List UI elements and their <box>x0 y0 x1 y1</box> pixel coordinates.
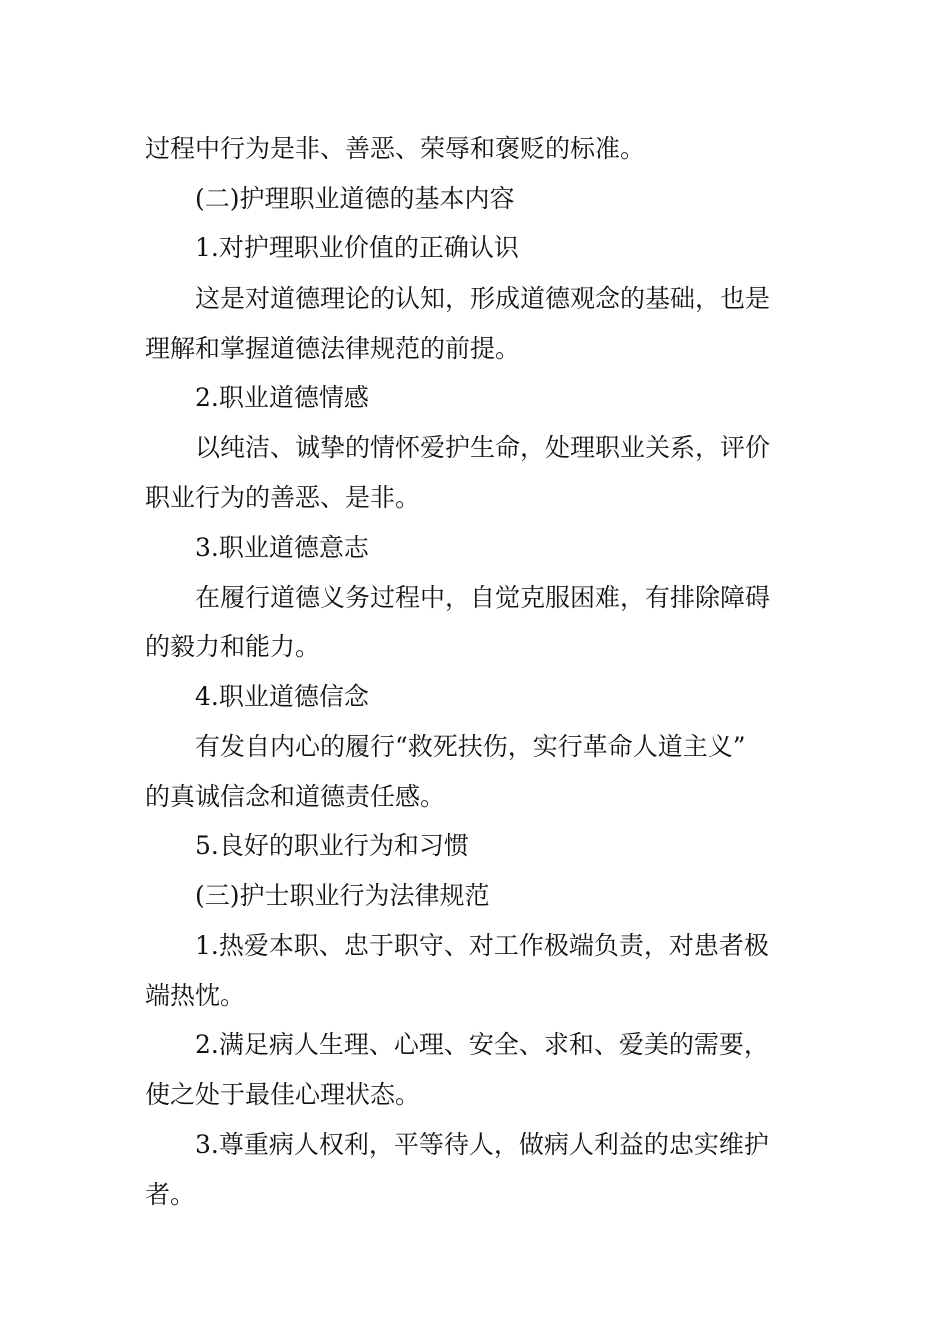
paragraph-line: 的毅力和能力。 <box>145 632 321 661</box>
subheading: 4.职业道德信念 <box>195 682 369 711</box>
paragraph-line: 端热忱。 <box>145 981 246 1010</box>
paragraph-line: 过程中行为是非、善恶、荣辱和褒贬的标准。 <box>145 134 646 163</box>
paragraph-line: 这是对道德理论的认知，形成道德观念的基础，也是 <box>195 284 771 313</box>
subheading: 5.良好的职业行为和习惯 <box>195 831 469 860</box>
paragraph-line: 理解和掌握道德法律规范的前提。 <box>145 334 521 363</box>
paragraph-line: 以纯洁、诚挚的情怀爱护生命，处理职业关系，评价 <box>195 433 771 462</box>
paragraph-line: 2.满足病人生理、心理、安全、求和、爱美的需要， <box>195 1030 769 1059</box>
section-heading: (三)护士职业行为法律规范 <box>195 881 490 910</box>
subheading: 3.职业道德意志 <box>195 533 369 562</box>
paragraph-line: 1.热爱本职、忠于职守、对工作极端负责，对患者极 <box>195 931 769 960</box>
section-heading: (二)护理职业道德的基本内容 <box>195 184 515 213</box>
subheading: 2.职业道德情感 <box>195 383 369 412</box>
paragraph-line: 3.尊重病人权利，平等待人，做病人利益的忠实维护 <box>195 1130 769 1159</box>
paragraph-line: 在履行道德义务过程中，自觉克服困难，有排除障碍 <box>195 583 771 612</box>
subheading: 1.对护理职业价值的正确认识 <box>195 233 519 262</box>
paragraph-line: 职业行为的善恶、是非。 <box>145 483 421 512</box>
paragraph-line: 有发自内心的履行“救死扶伤，实行革命人道主义” <box>195 732 746 761</box>
paragraph-line: 使之处于最佳心理状态。 <box>145 1080 421 1109</box>
paragraph-line: 的真诚信念和道德责任感。 <box>145 782 446 811</box>
paragraph-line: 者。 <box>145 1180 196 1209</box>
